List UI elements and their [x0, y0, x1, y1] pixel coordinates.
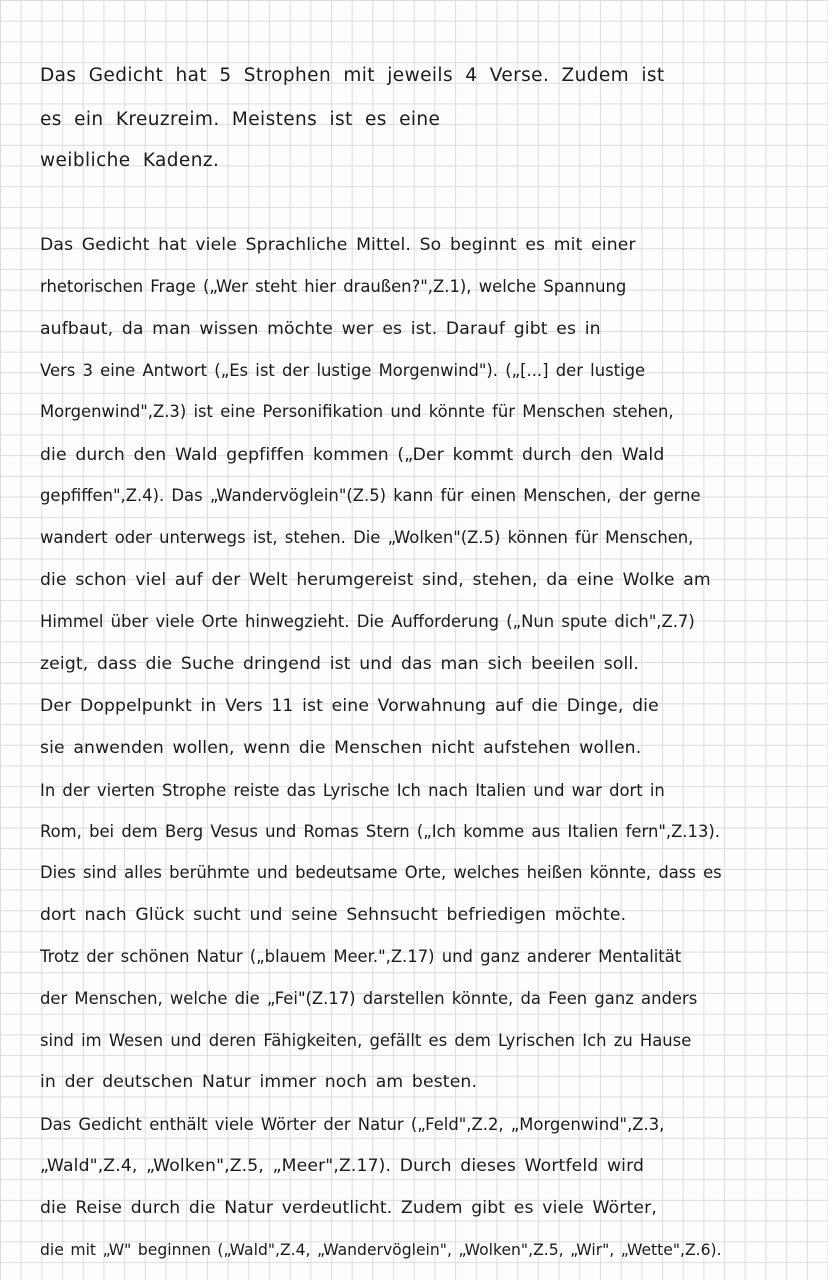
text-line: Morgenwind",Z.3) ist eine Personifikation und könnte für Menschen stehen, — [40, 402, 674, 421]
text-line: Vers 3 eine Antwort („Es ist der lustige Morgenwind"). („[...] der lustige — [40, 361, 646, 380]
text-line: aufbaut, da man wissen möchte wer es ist. Darauf gibt es in — [40, 319, 601, 339]
text-line: wandert oder unterwegs ist, stehen. Die „Wolken"(Z.5) können für Menschen, — [40, 528, 694, 547]
text-line: Der Doppelpunkt in Vers 11 ist eine Vorwahnung auf die Dinge, die — [40, 696, 659, 716]
text-line: In der vierten Strophe reiste das Lyrische Ich nach Italien und war dort in — [40, 781, 665, 800]
text-line: der Menschen, welche die „Fei"(Z.17) darstellen könnte, da Feen ganz anders — [40, 989, 698, 1008]
text-line: dort nach Glück sucht und seine Sehnsucht befriedigen möchte. — [40, 905, 627, 925]
text-line: zeigt, dass die Suche dringend ist und das man sich beeilen soll. — [40, 654, 639, 674]
text-line: Das Gedicht hat viele Sprachliche Mittel. So beginnt es mit einer — [40, 235, 636, 255]
text-line: „Wald",Z.4, „Wolken",Z.5, „Meer",Z.17). Durch dieses Wortfeld wird — [40, 1156, 645, 1176]
text-line: es ein Kreuzreim. Meistens ist es eine — [40, 109, 441, 130]
text-line: Rom, bei dem Berg Vesus und Romas Stern („Ich komme aus Italien fern",Z.13). — [40, 822, 720, 841]
text-line: die durch den Wald gepfiffen kommen („Der kommt durch den Wald — [40, 445, 665, 465]
text-line: die schon viel auf der Welt herumgereist sind, stehen, da eine Wolke am — [40, 570, 711, 590]
text-line: weibliche Kadenz. — [40, 150, 220, 171]
text-line: Trotz der schönen Natur („blauem Meer.",Z.17) und ganz anderer Mentalität — [40, 947, 682, 966]
text-line: Das Gedicht hat 5 Strophen mit jeweils 4 Verse. Zudem ist — [40, 65, 665, 86]
text-line: in der deutschen Natur immer noch am besten. — [40, 1072, 478, 1092]
text-line: die Reise durch die Natur verdeutlicht. Zudem gibt es viele Wörter, — [40, 1198, 657, 1218]
text-line: rhetorischen Frage („Wer steht hier draußen?",Z.1), welche Spannung — [40, 277, 627, 296]
text-line: Das Gedicht enthält viele Wörter der Natur („Feld",Z.2, „Morgenwind",Z.3, — [40, 1115, 665, 1134]
text-line: sie anwenden wollen, wenn die Menschen nicht aufstehen wollen. — [40, 738, 642, 758]
text-line: Dies sind alles berühmte und bedeutsame Orte, welches heißen könnte, dass es — [40, 863, 722, 882]
text-line: die mit „W" beginnen („Wald",Z.4, „Wandervöglein", „Wolken",Z.5, „Wir", „Wette",Z.6). — [40, 1241, 722, 1259]
text-line: gepfiffen",Z.4). Das „Wandervöglein"(Z.5) kann für einen Menschen, der gerne — [40, 486, 701, 505]
text-line: sind im Wesen und deren Fähigkeiten, gefällt es dem Lyrischen Ich zu Hause — [40, 1031, 692, 1050]
text-line: Himmel über viele Orte hinwegzieht. Die Aufforderung („Nun spute dich",Z.7) — [40, 612, 695, 631]
